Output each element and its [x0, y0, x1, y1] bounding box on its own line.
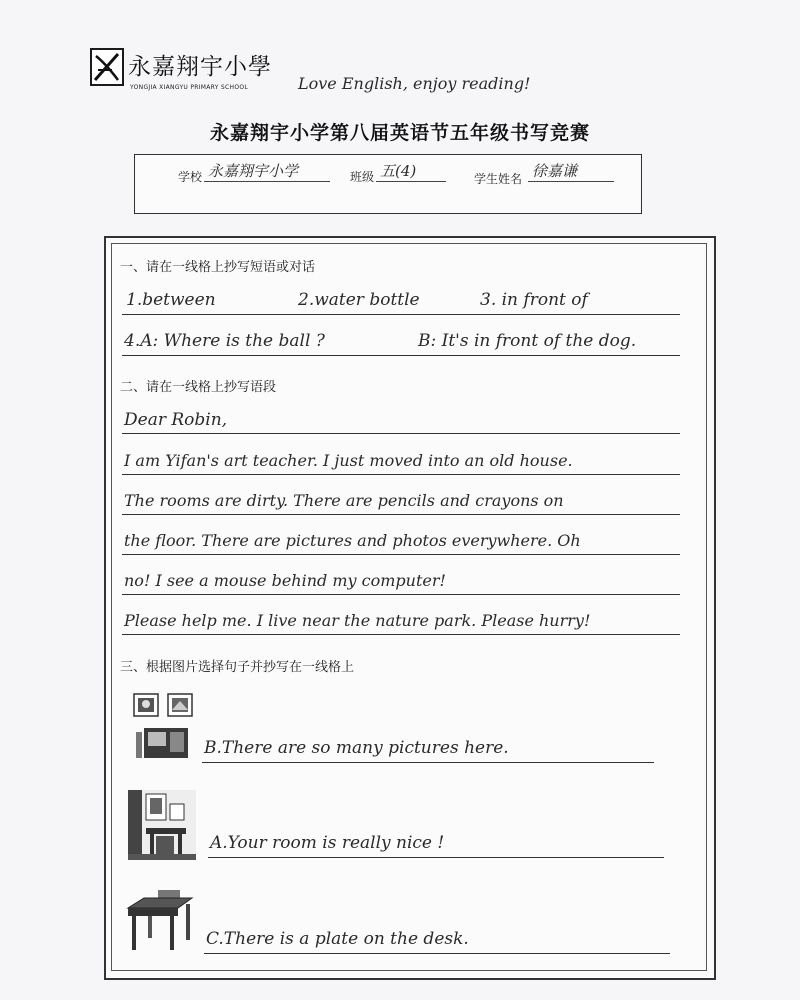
- school-value: 永嘉翔宇小学: [204, 160, 330, 182]
- writing-line: [122, 474, 680, 475]
- writing-line: [204, 953, 670, 954]
- phrase-3: 3. in front of: [480, 290, 588, 310]
- class-label: 班级: [350, 170, 375, 184]
- writing-line: [122, 514, 680, 515]
- slogan: Love English, enjoy reading!: [298, 74, 531, 93]
- room-illustration: [128, 790, 196, 860]
- phrase-1: 1.between: [126, 290, 216, 310]
- writing-line: [122, 634, 680, 635]
- paragraph-line-3: The rooms are dirty. There are pencils and crayons on: [124, 491, 564, 510]
- paragraph-line-1: Dear Robin,: [124, 410, 228, 430]
- paragraph-line-5: no! I see a mouse behind my computer!: [124, 571, 446, 590]
- writing-line: [122, 433, 680, 434]
- pictures-illustration: [132, 692, 196, 764]
- paragraph-line-4: the floor. There are pictures and photos everywhere. Oh: [124, 531, 581, 550]
- student-name-value: 徐嘉谦: [528, 160, 614, 182]
- section1-title: 一、请在一线格上抄写短语或对话: [120, 260, 316, 275]
- dialogue-b: B: It's in front of the dog.: [418, 331, 637, 351]
- logo-mark-icon: [92, 50, 122, 84]
- paragraph-line-2: I am Yifan's art teacher. I just moved into an old house.: [124, 451, 573, 470]
- school-logo: [90, 48, 124, 86]
- worksheet-inner-frame: [111, 243, 707, 971]
- writing-line: [122, 594, 680, 595]
- paragraph-line-6: Please help me. I live near the nature park. Please hurry!: [124, 611, 591, 630]
- section2-title: 二、请在一线格上抄写语段: [120, 380, 277, 395]
- phrase-2: 2.water bottle: [298, 290, 420, 310]
- class-value: 五(4): [376, 160, 446, 182]
- section3-title: 三、根据图片选择句子并抄写在一线格上: [120, 660, 355, 675]
- writing-line: [122, 355, 680, 356]
- answer-3: C.There is a plate on the desk.: [206, 929, 469, 949]
- school-logo-name: 永嘉翔宇小學: [128, 54, 272, 80]
- page-title: 永嘉翔宇小学第八届英语节五年级书写竞赛: [209, 122, 590, 144]
- writing-line: [202, 762, 654, 763]
- writing-line: [122, 314, 680, 315]
- desk-illustration: [124, 886, 196, 956]
- dialogue-a: 4.A: Where is the ball ?: [124, 331, 325, 351]
- school-label: 学校: [178, 170, 203, 184]
- answer-1: B.There are so many pictures here.: [204, 738, 509, 758]
- school-logo-subtitle: YONGJIA XIANGYU PRIMARY SCHOOL: [130, 84, 249, 91]
- answer-2: A.Your room is really nice !: [210, 833, 445, 853]
- student-name-label: 学生姓名: [474, 172, 523, 186]
- writing-line: [122, 554, 680, 555]
- writing-line: [208, 857, 664, 858]
